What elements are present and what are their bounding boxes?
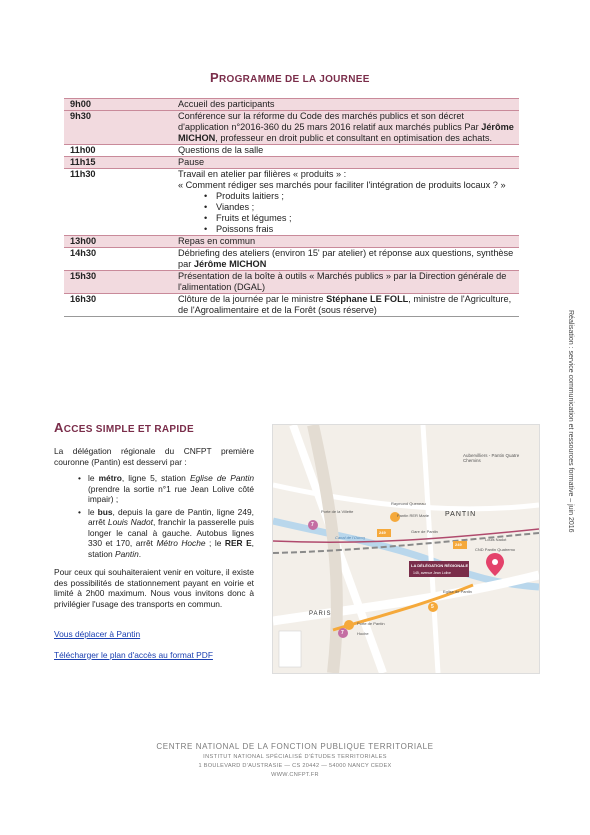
row-text-main: Travail en atelier par filières « produits » : — [178, 169, 347, 179]
row-text-question: « Comment rédiger ses marchés pour faciliter l'intégration de produits locaux ? » — [178, 180, 506, 190]
row-text: Questions de la salle — [178, 145, 264, 155]
label-gare: Gare de Pantin — [411, 529, 438, 534]
side-credit: Réalisation : service communication et ressources formative – juin 2016 — [567, 310, 574, 533]
footer-line1: CENTRE NATIONAL DE LA FONCTION PUBLIQUE TERRITORIALE — [156, 742, 434, 751]
metro-station-icon — [344, 620, 354, 630]
row-time: 11h00 — [70, 145, 96, 155]
row-text-post: , ministre de l'Agriculture, de l'Agroalimentaire et de la Forêt (sous réserve) — [178, 294, 512, 315]
list-item: • Poissons frais — [204, 224, 516, 235]
pin-dot — [492, 559, 498, 565]
label-metro-7b: 7 — [341, 630, 344, 636]
label-eglise: Eglise de Pantin — [443, 589, 472, 594]
label-bus-249b: 249 — [455, 542, 462, 547]
row-time: 9h00 — [64, 99, 175, 111]
list-item: • Produits laitiers ; — [204, 191, 516, 202]
row-text: Repas en commun — [175, 236, 519, 248]
acces-title: ACCES SIMPLE ET RAPIDE — [54, 420, 194, 435]
link-plan-pdf[interactable]: Télécharger le plan d'accès au format PDF — [54, 649, 213, 660]
programme-table — [64, 98, 519, 317]
label-cnd: CND Pantin Quatremo — [475, 547, 516, 552]
road-north-south — [423, 425, 438, 673]
bus-item: • le bus, depuis la gare de Pantin, ligne 249, arrêt Louis Nadot, franchir la passerelle puis longer le canal à gauche. Autobus lignes 330 et 170, arrêt Métro Hoche ; le RER E, station Pantin. — [78, 507, 254, 560]
acces-intro: La délégation régionale du CNFPT première couronne (Pantin) est desservi par : — [54, 446, 254, 467]
row-text — [175, 294, 519, 317]
acces-text — [54, 446, 254, 660]
transport-list — [54, 473, 254, 559]
label-bus-249: 249 — [379, 530, 386, 535]
product-list — [178, 191, 516, 235]
table-row — [64, 248, 519, 271]
speaker-name: Jérôme MICHON — [193, 259, 267, 269]
table-row — [64, 99, 519, 111]
label-pantin: PANTIN — [445, 511, 477, 518]
label-delegation: LA DÉLÉGATION RÉGIONALE — [411, 563, 469, 568]
row-text-pre: Par — [464, 122, 482, 132]
ring-road — [313, 425, 337, 673]
label-paris: PARIS — [309, 611, 332, 617]
label-hoche: Hoche — [357, 631, 369, 636]
row-time: 14h30 — [70, 248, 97, 258]
list-item: • Fruits et légumes ; — [204, 213, 516, 224]
table-row — [64, 294, 519, 317]
label-delegation-addr: 145, avenue Jean Lolive — [413, 571, 451, 575]
footer-line3: 1 BOULEVARD D'AUSTRASIE — CS 20442 — 54000 NANCY CEDEX — [198, 763, 392, 769]
footer-line2: INSTITUT NATIONAL SPÉCIALISÉ D'ÉTUDES TERRITORIALES — [203, 754, 387, 760]
link-vous-deplacer[interactable]: Vous déplacer à Pantin — [54, 629, 141, 639]
row-text-post: , professeur en droit public et consultant en optimisation des achats. — [215, 133, 493, 143]
row-text — [175, 111, 519, 145]
row-text-main: Débriefing des ateliers (environ 15' par atelier) et réponse aux questions, synthèse par — [178, 248, 514, 269]
speaker-name: Jérôme MICHON — [178, 122, 514, 143]
metro-item: • le métro, ligne 5, station Eglise de Pantin (prendre la sortie n°1 rue Jean Lolive côté impair) ; — [78, 473, 254, 505]
label-villette: Porte de la Villette — [321, 509, 354, 514]
row-time: 16h30 — [70, 294, 97, 304]
label-porte-pantin: Porte de Pantin — [357, 621, 385, 626]
map-legend — [279, 631, 301, 667]
label-aubervilliers: Aubervilliers - Pantin Quatre Chemins — [463, 453, 520, 463]
table-row — [64, 236, 519, 248]
row-time: 11h15 — [64, 157, 175, 169]
row-text: Présentation de la boîte à outils « Marchés publics » par la Direction générale de l'alimentation (DGAL) — [175, 271, 519, 294]
label-raymond: Raymond Queneau — [391, 501, 426, 506]
table-row — [64, 271, 519, 294]
row-time: 9h30 — [64, 111, 175, 145]
speaker-name: Stéphane LE FOLL — [326, 294, 409, 304]
footer-line4: WWW.CNFPT.FR — [271, 772, 319, 778]
label-canal: Canal de l'Ourcq — [335, 535, 365, 540]
row-text: Pause — [175, 157, 519, 169]
programme-title: PROGRAMME DE LA JOURNEE — [210, 70, 370, 85]
row-time: 15h30 — [64, 271, 175, 294]
access-map — [272, 424, 540, 674]
footer — [0, 742, 590, 778]
table-row — [64, 145, 519, 157]
voiture-text: Pour ceux qui souhaiteraient venir en voiture, il existe des possibilités de stationnement payant en voirie et limité à 2h00 maximum. Nous vous invitons donc à privilégier l'usage des transports en commun. — [54, 567, 254, 609]
table-row — [64, 157, 519, 169]
row-time: 11h30 — [70, 169, 96, 179]
label-sncf: Pantin RER Marie — [397, 513, 430, 518]
table-row — [64, 111, 519, 145]
label-metro-5: 5 — [431, 604, 434, 610]
label-louis: Louis Nadot — [485, 537, 507, 542]
row-text-main: Conférence sur la réforme du Code des marchés publics et son décret d'application n°2016-360 du 25 mars 2016 relatif aux marchés publics — [178, 111, 464, 132]
list-item: • Viandes ; — [204, 202, 516, 213]
row-text — [175, 248, 519, 271]
label-metro-7: 7 — [311, 522, 314, 528]
table-row — [64, 169, 519, 236]
row-time: 13h00 — [64, 236, 175, 248]
row-text — [175, 169, 519, 236]
row-text: Accueil des participants — [175, 99, 519, 111]
row-text-main: Clôture de la journée par le ministre — [178, 294, 327, 304]
